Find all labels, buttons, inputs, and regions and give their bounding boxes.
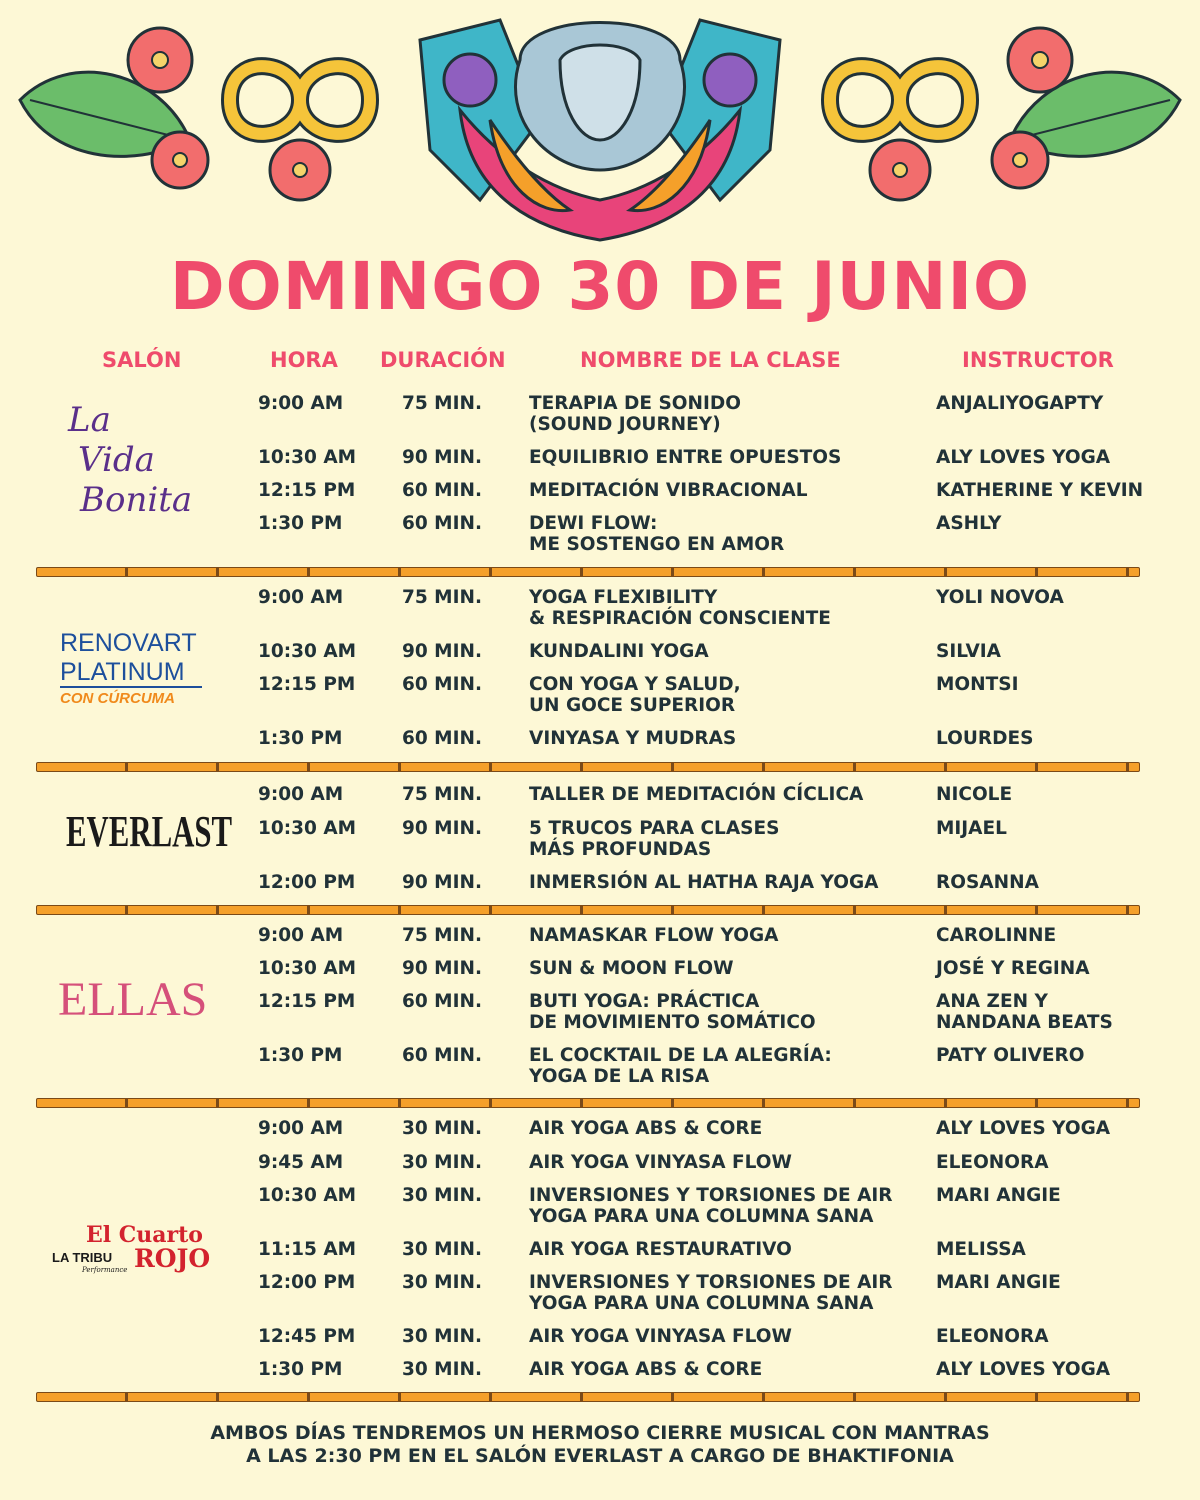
duration-cell: 60 MIN. bbox=[402, 513, 482, 534]
instructor-cell: ROSANNA bbox=[936, 872, 1039, 893]
logo-text: La bbox=[68, 400, 111, 440]
duration-cell: 90 MIN. bbox=[402, 872, 482, 893]
instructor-cell: ASHLY bbox=[936, 513, 1002, 534]
instructor-cell: ANA ZEN Y NANDANA BEATS bbox=[936, 991, 1113, 1033]
duration-cell: 75 MIN. bbox=[402, 784, 482, 805]
class-name-cell: INMERSIÓN AL HATHA RAJA YOGA bbox=[529, 872, 879, 893]
logo-text: EVERLAST bbox=[66, 807, 233, 856]
time-cell: 10:30 AM bbox=[258, 1185, 357, 1206]
logo-text: CON CÚRCUMA bbox=[60, 690, 175, 707]
section-divider bbox=[36, 1098, 1140, 1108]
instructor-cell: ALY LOVES YOGA bbox=[936, 1118, 1111, 1139]
instructor-cell: MELISSA bbox=[936, 1239, 1026, 1260]
instructor-cell: CAROLINNE bbox=[936, 925, 1057, 946]
time-cell: 10:30 AM bbox=[258, 818, 357, 839]
time-cell: 1:30 PM bbox=[258, 1359, 343, 1380]
decorative-banner bbox=[0, 0, 1200, 250]
time-cell: 10:30 AM bbox=[258, 958, 357, 979]
duration-cell: 75 MIN. bbox=[402, 587, 482, 608]
instructor-cell: ANJALIYOGAPTY bbox=[936, 393, 1104, 414]
time-cell: 9:00 AM bbox=[258, 925, 344, 946]
section-divider bbox=[36, 567, 1140, 577]
time-cell: 10:30 AM bbox=[258, 447, 357, 468]
duration-cell: 90 MIN. bbox=[402, 958, 482, 979]
footer-line: AMBOS DÍAS TENDREMOS UN HERMOSO CIERRE MUSICAL CON MANTRAS bbox=[210, 1422, 990, 1444]
section-divider bbox=[36, 762, 1140, 772]
time-cell: 12:45 PM bbox=[258, 1326, 356, 1347]
instructor-cell: NICOLE bbox=[936, 784, 1013, 805]
time-cell: 12:15 PM bbox=[258, 674, 356, 695]
duration-cell: 60 MIN. bbox=[402, 728, 482, 749]
time-cell: 12:15 PM bbox=[258, 480, 356, 501]
instructor-cell: SILVIA bbox=[936, 641, 1001, 662]
class-name-cell: BUTI YOGA: PRÁCTICA DE MOVIMIENTO SOMÁTICO bbox=[529, 991, 816, 1033]
class-name-cell: AIR YOGA ABS & CORE bbox=[529, 1118, 763, 1139]
class-name-cell: AIR YOGA ABS & CORE bbox=[529, 1359, 763, 1380]
logo-text: Vida bbox=[78, 440, 155, 480]
duration-cell: 75 MIN. bbox=[402, 925, 482, 946]
class-name-cell: AIR YOGA VINYASA FLOW bbox=[529, 1326, 792, 1347]
duration-cell: 60 MIN. bbox=[402, 674, 482, 695]
time-cell: 9:00 AM bbox=[258, 587, 344, 608]
duration-cell: 30 MIN. bbox=[402, 1326, 482, 1347]
instructor-cell: YOLI NOVOA bbox=[936, 587, 1064, 608]
logo-text: LA TRIBU bbox=[52, 1250, 113, 1265]
time-cell: 9:00 AM bbox=[258, 393, 344, 414]
duration-cell: 30 MIN. bbox=[402, 1239, 482, 1260]
section-divider bbox=[36, 1392, 1140, 1402]
page-title: DOMINGO 30 DE JUNIO bbox=[169, 248, 1031, 325]
instructor-cell: PATY OLIVERO bbox=[936, 1045, 1085, 1066]
instructor-cell: KATHERINE Y KEVIN bbox=[936, 480, 1144, 501]
class-name-cell: TERAPIA DE SONIDO (SOUND JOURNEY) bbox=[529, 393, 741, 435]
header-duracion: DURACIÓN bbox=[380, 348, 506, 372]
class-name-cell: AIR YOGA VINYASA FLOW bbox=[529, 1152, 792, 1173]
class-name-cell: EQUILIBRIO ENTRE OPUESTOS bbox=[529, 447, 842, 468]
time-cell: 1:30 PM bbox=[258, 1045, 343, 1066]
duration-cell: 30 MIN. bbox=[402, 1359, 482, 1380]
instructor-cell: MIJAEL bbox=[936, 818, 1007, 839]
class-name-cell: YOGA FLEXIBILITY & RESPIRACIÓN CONSCIENTE bbox=[529, 587, 831, 629]
duration-cell: 30 MIN. bbox=[402, 1185, 482, 1206]
logo-el-cuarto-rojo bbox=[52, 1222, 222, 1292]
logo-ellas bbox=[58, 972, 228, 1032]
section-divider bbox=[36, 905, 1140, 915]
footer-note bbox=[0, 1422, 1200, 1468]
time-cell: 10:30 AM bbox=[258, 641, 357, 662]
class-name-cell: MEDITACIÓN VIBRACIONAL bbox=[529, 480, 808, 501]
logo-text: ELLAS bbox=[58, 973, 208, 1026]
instructor-cell: ALY LOVES YOGA bbox=[936, 447, 1111, 468]
instructor-cell: LOURDES bbox=[936, 728, 1034, 749]
logo-text: Bonita bbox=[80, 480, 193, 520]
logo-text: PLATINUM bbox=[60, 658, 202, 688]
instructor-cell: ELEONORA bbox=[936, 1152, 1049, 1173]
time-cell: 9:00 AM bbox=[258, 784, 344, 805]
class-name-cell: NAMASKAR FLOW YOGA bbox=[529, 925, 779, 946]
duration-cell: 90 MIN. bbox=[402, 818, 482, 839]
instructor-cell: MONTSI bbox=[936, 674, 1019, 695]
mandala-icon bbox=[420, 20, 780, 240]
time-cell: 1:30 PM bbox=[258, 513, 343, 534]
class-name-cell: INVERSIONES Y TORSIONES DE AIR YOGA PARA UNA COLUMNA SANA bbox=[529, 1185, 893, 1227]
logo-la-vida-bonita bbox=[66, 400, 216, 530]
logo-everlast bbox=[66, 806, 233, 876]
duration-cell: 60 MIN. bbox=[402, 1045, 482, 1066]
class-name-cell: DEWI FLOW: ME SOSTENGO EN AMOR bbox=[529, 513, 785, 555]
duration-cell: 60 MIN. bbox=[402, 991, 482, 1012]
instructor-cell: MARI ANGIE bbox=[936, 1272, 1061, 1293]
time-cell: 9:45 AM bbox=[258, 1152, 344, 1173]
class-name-cell: EL COCKTAIL DE LA ALEGRÍA: YOGA DE LA RISA bbox=[529, 1045, 832, 1087]
header-hora: HORA bbox=[270, 348, 338, 372]
logo-text: El Cuarto bbox=[86, 1222, 203, 1248]
instructor-cell: ALY LOVES YOGA bbox=[936, 1359, 1111, 1380]
duration-cell: 75 MIN. bbox=[402, 393, 482, 414]
logo-text: ROJO bbox=[134, 1244, 211, 1273]
time-cell: 12:00 PM bbox=[258, 1272, 356, 1293]
instructor-cell: MARI ANGIE bbox=[936, 1185, 1061, 1206]
class-name-cell: SUN & MOON FLOW bbox=[529, 958, 734, 979]
time-cell: 11:15 AM bbox=[258, 1239, 357, 1260]
duration-cell: 90 MIN. bbox=[402, 447, 482, 468]
instructor-cell: JOSÉ Y REGINA bbox=[936, 958, 1090, 979]
class-name-cell: CON YOGA Y SALUD, UN GOCE SUPERIOR bbox=[529, 674, 741, 716]
duration-cell: 90 MIN. bbox=[402, 641, 482, 662]
time-cell: 9:00 AM bbox=[258, 1118, 344, 1139]
duration-cell: 30 MIN. bbox=[402, 1118, 482, 1139]
class-name-cell: VINYASA Y MUDRAS bbox=[529, 728, 737, 749]
time-cell: 12:00 PM bbox=[258, 872, 356, 893]
logo-text: Performance bbox=[82, 1266, 128, 1274]
header-clase: NOMBRE DE LA CLASE bbox=[580, 348, 841, 372]
header-instructor: INSTRUCTOR bbox=[962, 348, 1114, 372]
instructor-cell: ELEONORA bbox=[936, 1326, 1049, 1347]
footer-line: A LAS 2:30 PM EN EL SALÓN EVERLAST A CARGO DE BHAKTIFONIA bbox=[246, 1445, 954, 1467]
class-name-cell: 5 TRUCOS PARA CLASES MÁS PROFUNDAS bbox=[529, 818, 780, 860]
logo-renovart bbox=[60, 628, 210, 718]
table-header bbox=[0, 348, 1200, 378]
header-salon: SALÓN bbox=[102, 348, 182, 372]
duration-cell: 60 MIN. bbox=[402, 480, 482, 501]
class-name-cell: TALLER DE MEDITACIÓN CÍCLICA bbox=[529, 784, 864, 805]
duration-cell: 30 MIN. bbox=[402, 1152, 482, 1173]
class-name-cell: KUNDALINI YOGA bbox=[529, 641, 709, 662]
class-name-cell: INVERSIONES Y TORSIONES DE AIR YOGA PARA UNA COLUMNA SANA bbox=[529, 1272, 893, 1314]
class-name-cell: AIR YOGA RESTAURATIVO bbox=[529, 1239, 792, 1260]
time-cell: 1:30 PM bbox=[258, 728, 343, 749]
duration-cell: 30 MIN. bbox=[402, 1272, 482, 1293]
time-cell: 12:15 PM bbox=[258, 991, 356, 1012]
logo-text: RENOVART bbox=[60, 629, 197, 657]
